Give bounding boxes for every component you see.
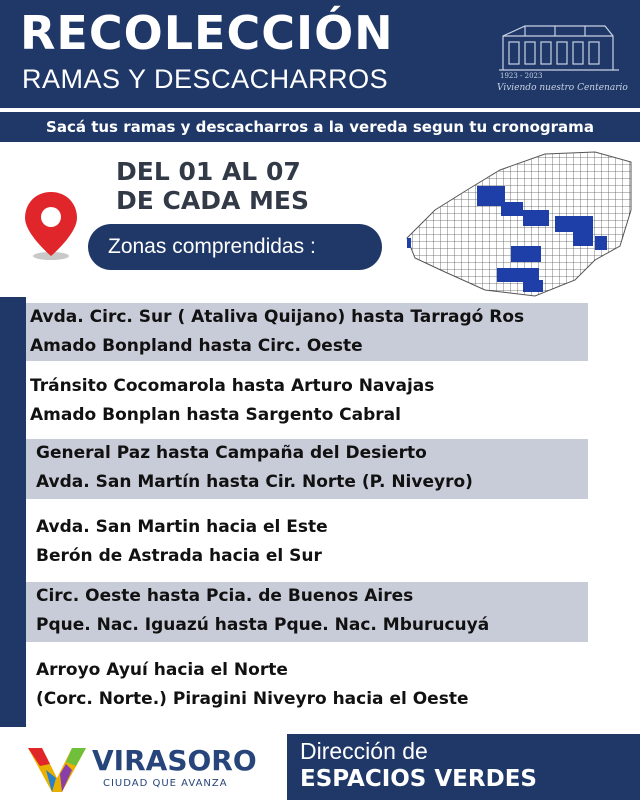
zone-row — [26, 303, 588, 361]
zone-row — [26, 439, 588, 499]
page-subtitle: RAMAS Y DESCACHARROS — [22, 64, 389, 94]
zone-line: (Corc. Norte.) Piragini Niveyro hacia el Oeste — [36, 689, 469, 709]
schedule-date — [116, 157, 309, 215]
brand-tagline: CIUDAD QUE AVANZA — [103, 778, 228, 789]
page-title: RECOLECCIÓN — [20, 6, 394, 60]
zone-line: Arroyo Ayuí hacia el Norte — [36, 660, 288, 680]
zone-line: Avda. San Martin hacia el Este — [36, 517, 328, 537]
virasoro-v-logo — [26, 744, 88, 798]
location-pin-icon — [22, 190, 80, 266]
zone-line: Avda. San Martín hasta Cir. Norte (P. Niveyro) — [36, 472, 473, 492]
zone-line: Amado Bonpland hasta Circ. Oeste — [30, 336, 363, 356]
centenary-building-logo — [495, 18, 623, 74]
zone-row — [26, 372, 588, 430]
brand-name: VIRASORO — [92, 744, 257, 777]
zone-line: Pque. Nac. Iguazú hasta Pque. Nac. Mburucuyá — [36, 615, 490, 635]
date-line-1: DEL 01 AL 07 — [116, 157, 301, 186]
zone-line: Avda. Circ. Sur ( Ataliva Quijano) hasta Tarragó Ros — [30, 307, 525, 327]
department-line-1: Dirección de — [300, 738, 428, 764]
zone-line: Circ. Oeste hasta Pcia. de Buenos Aires — [36, 586, 414, 606]
zone-line: Amado Bonplan hasta Sargento Cabral — [30, 405, 401, 425]
left-accent-bar — [0, 297, 26, 727]
zones-label-pill: Zonas comprendidas : — [88, 224, 382, 270]
tagline-banner: Sacá tus ramas y descacharros a la vereda segun tu cronograma — [0, 112, 640, 142]
zone-row — [26, 513, 588, 571]
zone-line: General Paz hasta Campaña del Desierto — [36, 443, 427, 463]
city-map-illustration — [405, 150, 633, 302]
zone-line: Berón de Astrada hacia el Sur — [36, 546, 322, 566]
date-line-2: DE CADA MES — [116, 186, 309, 215]
logo-caption: Viviendo nuestro Centenario — [497, 83, 628, 93]
department-line-2: ESPACIOS VERDES — [300, 766, 537, 792]
zone-line: Tránsito Cocomarola hasta Arturo Navajas — [30, 376, 435, 396]
zone-row — [26, 582, 588, 642]
logo-years: 1923 - 2023 — [500, 72, 543, 80]
zone-row — [26, 656, 588, 714]
